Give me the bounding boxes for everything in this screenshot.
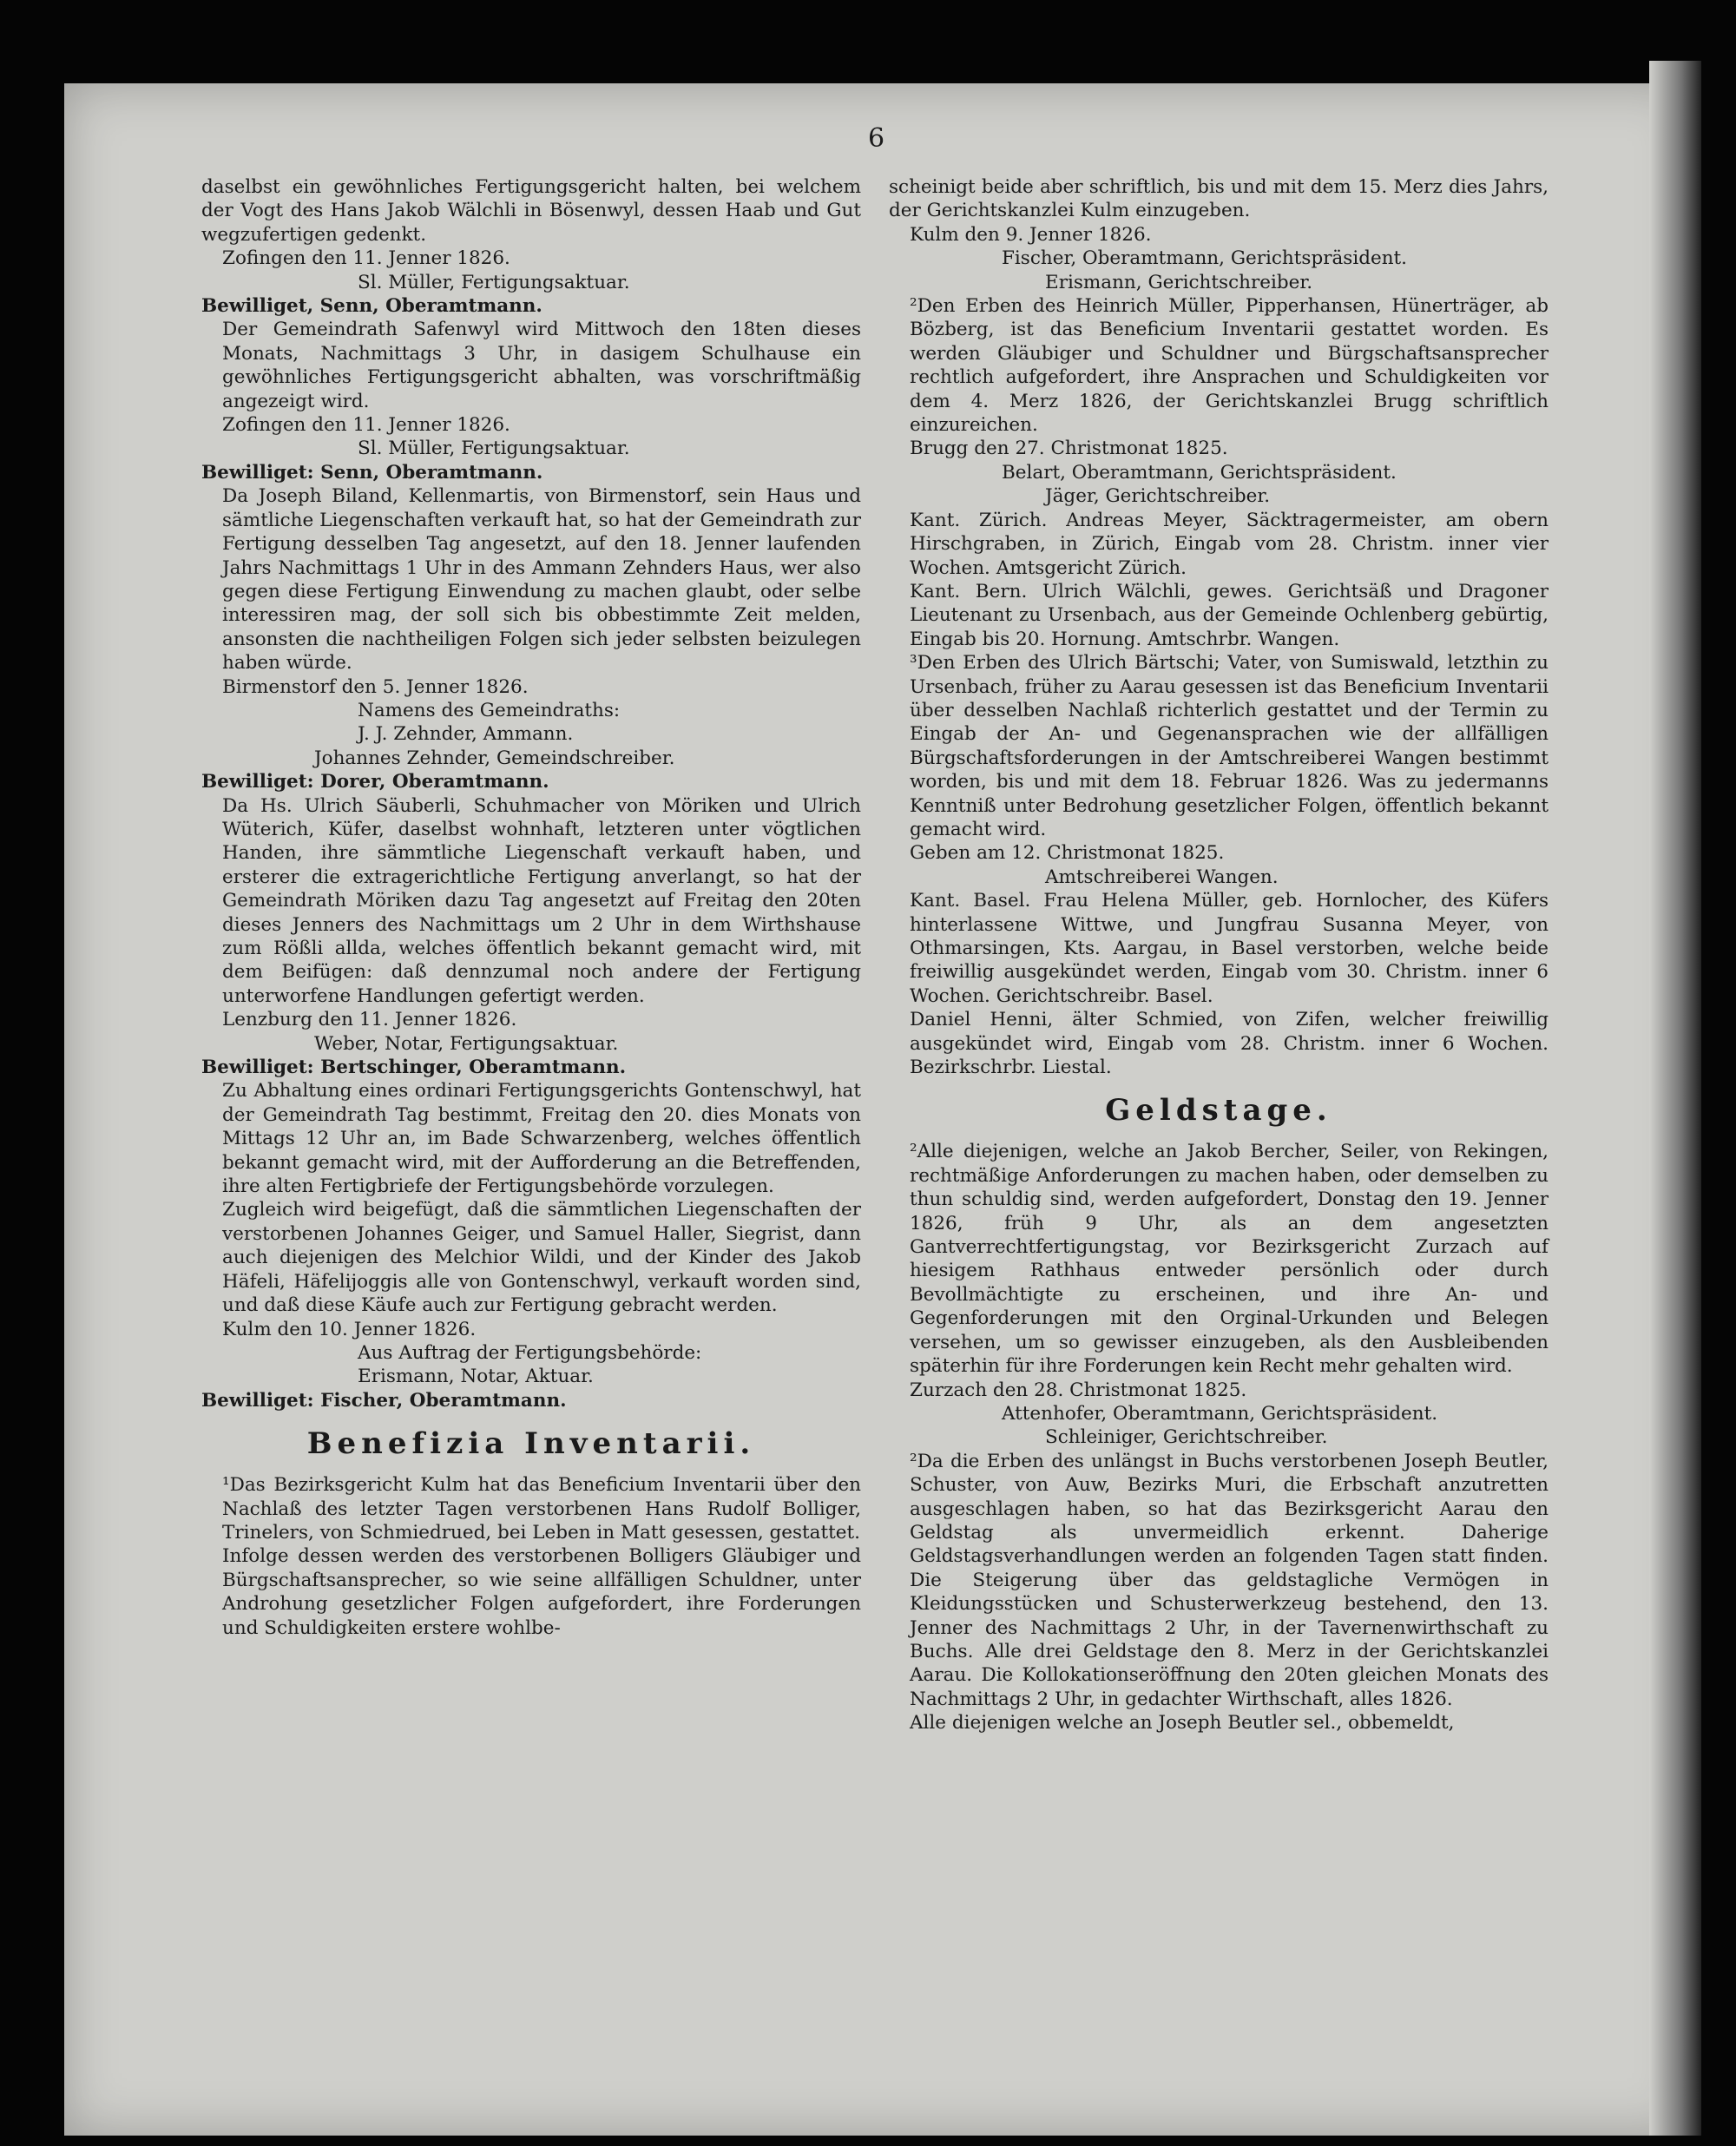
text-paragraph: Bewilliget: Senn, Oberamtmann.	[201, 461, 543, 484]
text-paragraph: Zofingen den 11. Jenner 1826.	[222, 247, 510, 270]
text-paragraph: ¹Das Bezirksgericht Kulm hat das Beneficium Inventarii über den Nachlaß des letzter Tagen verstorbenen Hans Rudolf Bolliger, Trinelers, von Schmiedrued, bei Leben in Matt gesessen, gestattet.	[222, 1474, 861, 1544]
text-paragraph: J. J. Zehnder, Ammann.	[358, 723, 574, 746]
page-edge	[1649, 61, 1701, 2136]
page-number: 6	[868, 123, 885, 154]
text-paragraph: Alle diejenigen welche an Joseph Beutler sel., obbemeldt,	[910, 1712, 1455, 1735]
text-paragraph: Geben am 12. Christmonat 1825.	[910, 842, 1225, 865]
text-paragraph: Lenzburg den 11. Jenner 1826.	[222, 1009, 517, 1031]
section-heading: Benefizia Inventarii.	[306, 1426, 756, 1462]
text-paragraph: Daniel Henni, älter Schmied, von Zifen, welcher freiwillig ausgekündet wird, Eingab vom 28. Christm. inner 6 Wochen. Bezirkschrbr. Liestal.	[910, 1009, 1549, 1079]
text-paragraph: Kant. Zürich. Andreas Meyer, Säcktragermeister, am obern Hirschgraben, in Zürich, Eingab vom 28. Christm. inner vier Wochen. Amtsgericht Zürich.	[910, 509, 1549, 579]
text-paragraph: Aus Auftrag der Fertigungsbehörde:	[358, 1341, 702, 1364]
text-paragraph: Attenhofer, Oberamtmann, Gerichtspräsident.	[1002, 1402, 1438, 1425]
text-paragraph: Kant. Basel. Frau Helena Müller, geb. Hornlocher, des Küfers hinterlassene Wittwe, und Jungfrau Susanna Meyer, von Othmarsingen, Kts. Aargau, in Basel verstorben, welche beide freiwillig ausgekündet werden, Eingab vom 30. Christm. inner 6 Wochen. Gerichtschreibr. Basel.	[910, 890, 1549, 1007]
text-paragraph: ³Den Erben des Ulrich Bärtschi; Vater, von Sumiswald, letzthin zu Ursenbach, früher zu Aarau gesessen ist das Beneficium Inventarii über desselben Nachlaß richterlich gestattet und der Termin zu Eingab der An- und Gegenansprachen wie der allfälligen Bürgschaftsforderungen in der Amtschreiberei Wangen bestimmt worden, bis und mit dem 18. Februar 1826. Was zu jedermanns Kenntniß unter Bedrohung gesetzlicher Folgen, öffentlich bekannt gemacht wird.	[910, 652, 1549, 840]
text-paragraph: daselbst ein gewöhnliches Fertigungsgericht halten, bei welchem der Vogt des Hans Jakob Wälchli in Bösenwyl, dessen Haab und Gut wegzufertigen gedenkt.	[201, 176, 861, 246]
right-column	[889, 175, 1549, 1735]
text-paragraph: Erismann, Notar, Aktuar.	[358, 1366, 594, 1388]
text-paragraph: Zofingen den 11. Jenner 1826.	[222, 414, 510, 437]
text-paragraph: Bewilliget: Dorer, Oberamtmann.	[201, 771, 549, 793]
text-paragraph: Johannes Zehnder, Gemeindschreiber.	[314, 747, 675, 769]
text-paragraph: Da Hs. Ulrich Säuberli, Schuhmacher von Möriken und Ulrich Wüterich, Küfer, daselbst wohnhaft, letzteren unter vögtlichen Handen, ihre sämmtliche Liegenschaft verkauft haben, und ersterer die extragerichtliche Fertigung anverlangt, so hat der Gemeindrath Möriken dazu Tag angesetzt auf Freitag den 20ten dieses Jenners des Nachmittags um 2 Uhr in dem Wirthshause zum Rößli allda, welches öffentlich bekannt gemacht wird, mit dem Beifügen: daß dennzumal noch andere der Fertigung unterworfene Handlungen gefertigt werden.	[222, 794, 861, 1007]
text-paragraph: Birmenstorf den 5. Jenner 1826.	[222, 675, 529, 698]
text-paragraph: Bewilliget: Bertschinger, Oberamtmann.	[201, 1057, 627, 1079]
text-paragraph: Zu Abhaltung eines ordinari Fertigungsgerichts Gontenschwyl, hat der Gemeindrath Tag bestimmt, Freitag den 20. dies Monats von Mittags 12 Uhr an, im Bade Schwarzenberg, welches öffentlich bekannt gemacht wird, mit der Aufforderung an die Betreffenden, ihre alten Fertigbriefe der Fertigungsbehörde vorzulegen.	[222, 1080, 861, 1198]
text-paragraph: Sl. Müller, Fertigungsaktuar.	[358, 271, 630, 293]
text-paragraph: Brugg den 27. Christmonat 1825.	[910, 438, 1228, 460]
text-paragraph: Fischer, Oberamtmann, Gerichtspräsident.	[1002, 247, 1408, 270]
text-paragraph: ²Alle diejenigen, welche an Jakob Bercher, Seiler, von Rekingen, rechtmäßige Anforderungen zu machen haben, oder demselben zu thun schuldig sind, werden aufgefordert, Donstag den 19. Jenner 1826, früh 9 Uhr, als an dem angesetzten Gantverrechtfertigungstag, vor Bezirksgericht Zurzach auf hiesigem Rathhaus entweder persönlich oder durch Bevollmächtigte zu erscheinen, und ihre An- und Gegenforderungen mit den Orginal-Urkunden und Belegen versehen, um so gewisser einzugeben, als den Ausbleibenden späterhin für ihre Forderungen kein Recht mehr gehalten wird.	[910, 1141, 1549, 1378]
text-paragraph: Zugleich wird beigefügt, daß die sämmtlichen Liegenschaften der verstorbenen Johannes Geiger, und Samuel Haller, Siegrist, dann auch diejenigen des Melchior Wildi, und der Kinder des Jakob Häfeli, Häfelijoggis alle von Gontenschwyl, verkauft worden sind, und daß diese Käufe auch zur Fertigung gebracht werden.	[222, 1199, 861, 1317]
text-paragraph: Namens des Gemeindraths:	[358, 699, 621, 721]
text-paragraph: Schleiniger, Gerichtschreiber.	[1045, 1426, 1328, 1449]
text-paragraph: Weber, Notar, Fertigungsaktuar.	[314, 1032, 619, 1055]
text-paragraph: Sl. Müller, Fertigungsaktuar.	[358, 438, 630, 460]
text-paragraph: Kulm den 10. Jenner 1826.	[222, 1318, 477, 1340]
text-paragraph: Kant. Bern. Ulrich Wälchli, gewes. Gerichtsäß und Dragoner Lieutenant zu Ursenbach, aus der Gemeinde Ochlenberg gebürtig, Eingab bis 20. Hornung. Amtschrbr. Wangen.	[910, 580, 1549, 650]
text-paragraph: Da Joseph Biland, Kellenmartis, von Birmenstorf, sein Haus und sämtliche Liegenschaften verkauft hat, so hat der Gemeindrath zur Fertigung desselben Tag angesetzt, auf den 18. Jenner laufenden Jahrs Nachmittags 1 Uhr in des Ammann Zehnders Haus, wer also gegen diese Fertigung Einwendung zu machen glaubt, oder selbe interessiren mag, der soll sich bis obbestimmte Zeit melden, ansonsten die nachtheiligen Folgen sich jeder selbsten beizulegen haben würde.	[222, 485, 861, 675]
text-paragraph: Belart, Oberamtmann, Gerichtspräsident.	[1002, 461, 1397, 484]
text-paragraph: ²Den Erben des Heinrich Müller, Pipperhansen, Hünerträger, ab Bözberg, ist das Beneficium Inventarii gestattet worden. Es werden Gläubiger und Schuldner und Bürgschaftsansprecher rechtlich aufgefordert, ihre Ansprachen und Schuldigkeiten vor dem 4. Merz 1826, der Gerichtskanzlei Brugg schriftlich einzureichen.	[910, 295, 1549, 437]
text-paragraph: scheinigt beide aber schriftlich, bis und mit dem 15. Merz dies Jahrs, der Gerichtskanzlei Kulm einzugeben.	[889, 176, 1549, 222]
text-paragraph: Erismann, Gerichtschreiber.	[1045, 271, 1313, 293]
text-paragraph: Kulm den 9. Jenner 1826.	[910, 223, 1152, 246]
text-paragraph: ²Da die Erben des unlängst in Buchs verstorbenen Joseph Beutler, Schuster, von Auw, Bezirks Muri, die Erbschaft anzutretten ausgeschlagen haben, so hat das Bezirksgericht Aarau den Geldstag als unvermeidlich erkennt. Daherige Geldstagsverhandlungen werden an folgenden Tagen statt finden. Die Steigerung über das geldstagliche Vermögen in Kleidungsstücken und Schusterwerkzeug bestehend, den 13. Jenner des Nachmittags 2 Uhr, in der Tavernenwirthschaft zu Buchs. Alle drei Geldstage den 8. Merz in der Gerichtskanzlei Aarau. Die Kollokationseröffnung den 20ten gleichen Monats des Nachmittags 2 Uhr, in gedachter Wirthschaft, alles 1826.	[910, 1450, 1549, 1710]
text-paragraph: Der Gemeindrath Safenwyl wird Mittwoch den 18ten dieses Monats, Nachmittags 3 Uhr, in dasigem Schulhause ein gewöhnliches Fertigungsgericht abhalten, was vorschriftmäßig angezeigt wird.	[222, 319, 861, 412]
left-column	[201, 175, 861, 1640]
text-paragraph: Amtschreiberei Wangen.	[1045, 866, 1279, 888]
section-heading: Geldstage.	[1105, 1093, 1332, 1129]
text-paragraph: Bewilliget: Fischer, Oberamtmann.	[201, 1389, 567, 1412]
text-paragraph: Jäger, Gerichtschreiber.	[1045, 485, 1271, 508]
text-paragraph: Zurzach den 28. Christmonat 1825.	[910, 1379, 1247, 1401]
text-paragraph: Bewilliget, Senn, Oberamtmann.	[201, 295, 542, 318]
text-paragraph: Infolge dessen werden des verstorbenen Bolligers Gläubiger und Bürgschaftsansprecher, so wie seine allfälligen Schuldner, unter Androhung gesetzlicher Folgen aufgefordert, ihre Forderungen und Schuldigkeiten erstere wohlbe-	[222, 1545, 861, 1639]
